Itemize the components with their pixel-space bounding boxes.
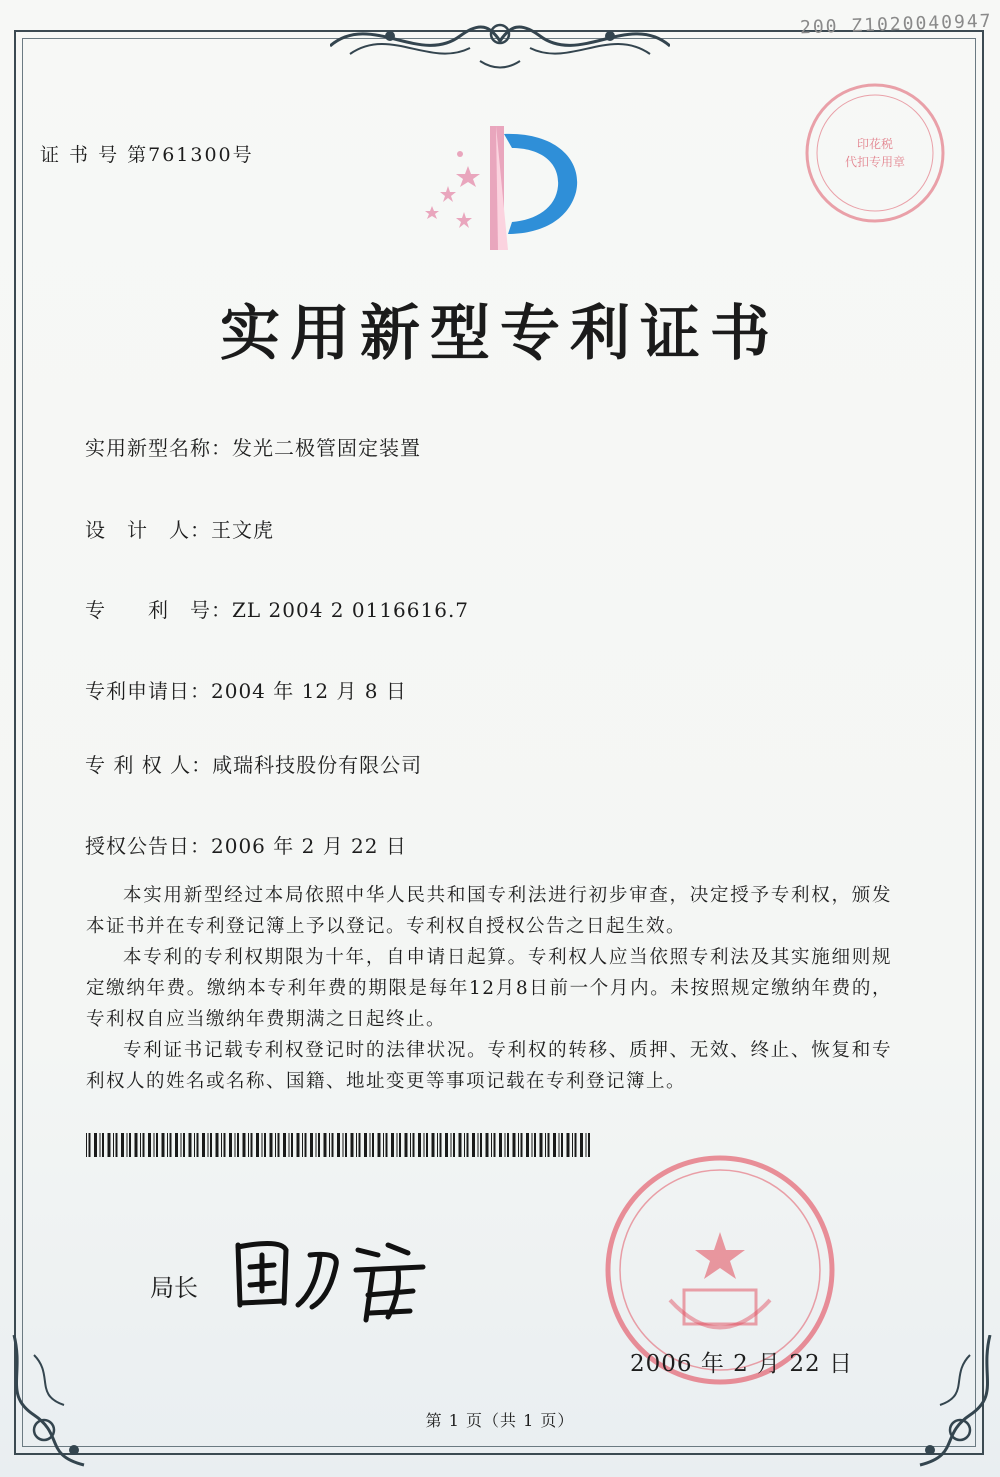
field-label: 授权公告日：	[85, 834, 211, 858]
patent-office-logo	[408, 122, 588, 257]
bottom-right-ornament	[890, 1335, 1000, 1475]
director-signature	[228, 1225, 438, 1325]
bottom-left-ornament	[4, 1335, 114, 1475]
paragraph: 专利证书记载专利权登记时的法律状况。专利权的转移、质押、无效、终止、恢复和专利权人的姓名或名称、国籍、地址变更等事项记载在专利登记簿上。	[86, 1040, 892, 1092]
field-label: 专 利 权 人：	[85, 753, 213, 777]
field-value: 发光二极管固定装置	[232, 436, 421, 460]
field-application-date	[85, 675, 407, 704]
field-label: 专 利 号：	[85, 598, 232, 622]
paragraph: 本实用新型经过本局依照中华人民共和国专利法进行初步审查，决定授予专利权，颁发本证书并在专利登记簿上予以登记。专利权自授权公告之日起生效。	[86, 885, 892, 937]
issue-date: 2006 年 2 月 22 日	[630, 1351, 853, 1377]
agency-stamp-center-line2: 代扣专用章	[844, 155, 906, 169]
page-footer: 第 1 页（共 1 页）	[425, 1411, 575, 1430]
handwritten-note: 200 Z1020040947	[799, 10, 993, 39]
top-ornament	[330, 6, 670, 76]
barcode	[86, 1133, 596, 1157]
field-value: 咸瑞科技股份有限公司	[212, 753, 423, 777]
agency-stamp	[800, 78, 950, 228]
field-patent-number	[85, 594, 469, 623]
field-label: 设 计 人：	[85, 518, 211, 542]
paragraph: 本专利的专利权期限为十年，自申请日起算。专利权人应当依照专利法及其实施细则规定缴纳年费。缴纳本专利年费的期限是每年12月8日前一个月内。未按照规定缴纳年费的，专利权自应当缴纳年费期满之日起终止。	[86, 947, 892, 1030]
field-label: 实用新型名称：	[85, 436, 232, 460]
agency-stamp-center-line1: 印花税	[856, 137, 894, 151]
certificate-number: 证 书 号 第761300号	[40, 144, 254, 166]
field-value: ZL 2004 2 0116616.7	[232, 598, 470, 622]
field-utility-model-name	[85, 432, 421, 461]
director-label: 局长	[150, 1274, 198, 1302]
field-value: 2004 年 12 月 8 日	[211, 679, 407, 703]
certificate-title: 实用新型专利证书	[220, 299, 780, 369]
field-value: 王文虎	[211, 518, 274, 542]
certificate-body	[86, 880, 892, 1097]
field-patentee	[85, 749, 422, 778]
field-designer	[85, 514, 274, 543]
field-value: 2006 年 2 月 22 日	[211, 834, 407, 858]
field-grant-date	[85, 830, 407, 859]
field-label: 专利申请日：	[85, 679, 211, 703]
